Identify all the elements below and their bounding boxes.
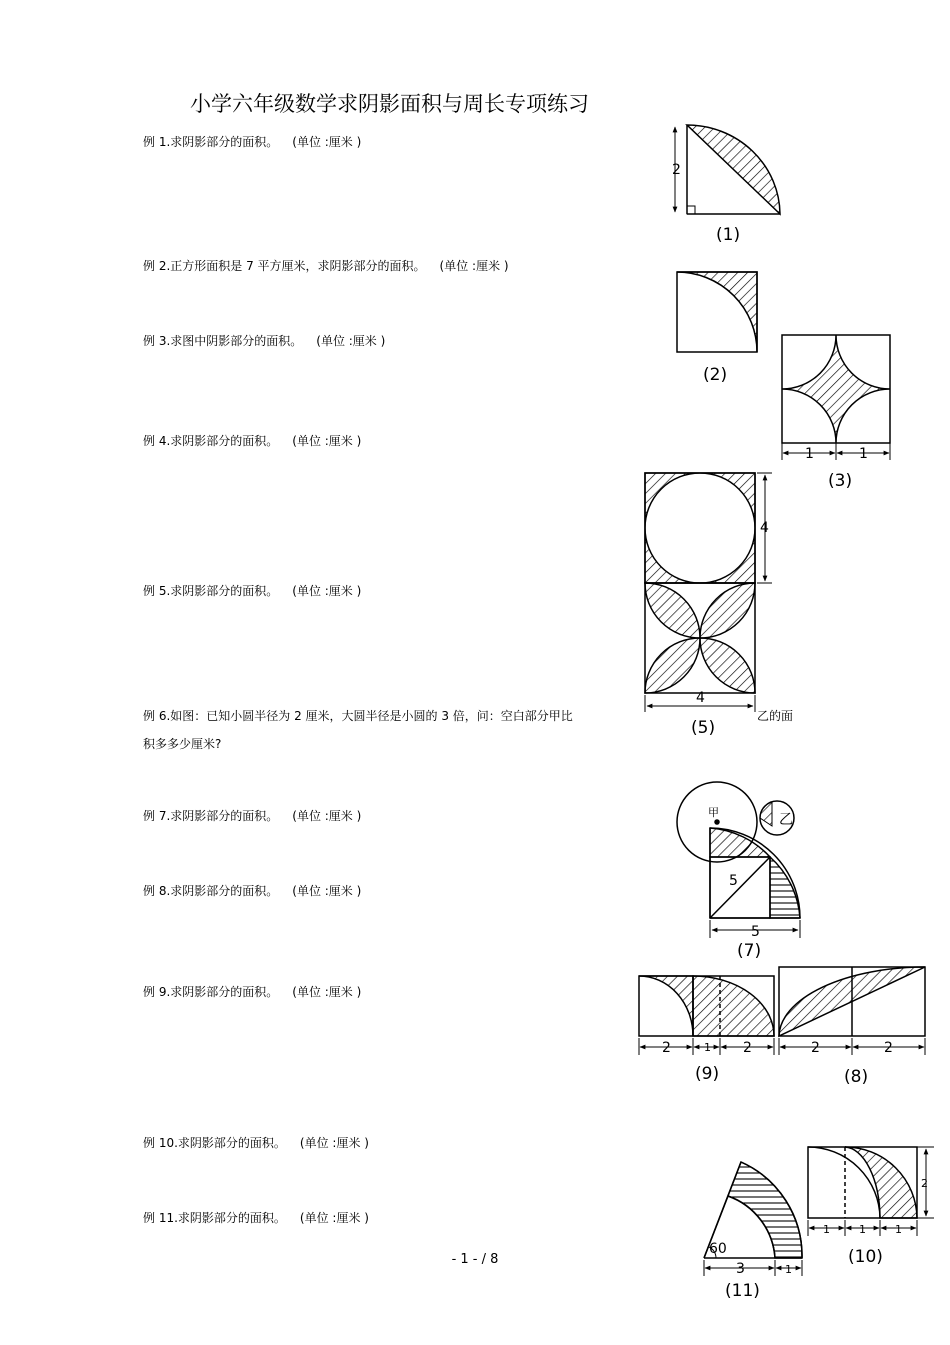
figure-8-dim-a: 2 bbox=[811, 1040, 820, 1056]
figure-10 bbox=[808, 1147, 934, 1267]
figure-7-caption: (7) bbox=[737, 941, 762, 961]
figure-7 bbox=[710, 828, 800, 961]
figure-3-dim-b: 1 bbox=[859, 446, 868, 462]
figure-3-dim-a: 1 bbox=[805, 446, 814, 462]
question-3: 例 3.求图中阴影部分的面积。 (单位 :厘米 ) bbox=[143, 334, 386, 348]
figure-9-dim-a: 2 bbox=[662, 1040, 671, 1056]
question-1: 例 1.求阴影部分的面积。 (单位 :厘米 ) bbox=[143, 135, 362, 149]
figure-10-dim-c: 1 bbox=[895, 1223, 902, 1236]
figure-1 bbox=[672, 125, 780, 245]
figure-3-caption: (3) bbox=[828, 471, 853, 491]
question-2: 例 2.正方形面积是 7 平方厘米，求阴影部分的面积。 (单位 :厘米 ) bbox=[143, 259, 509, 273]
figure-11-caption: (11) bbox=[725, 1281, 760, 1301]
page-footer: - 1 - / 8 bbox=[451, 1252, 499, 1267]
figure-9-dim-b: 1 bbox=[704, 1041, 711, 1054]
figure-10-dim-b: 1 bbox=[859, 1223, 866, 1236]
question-6-tail: 乙的面 bbox=[757, 709, 794, 723]
figure-3 bbox=[782, 335, 890, 491]
question-10: 例 10.求阴影部分的面积。 (单位 :厘米 ) bbox=[143, 1136, 369, 1150]
figure-9-caption: (9) bbox=[695, 1064, 720, 1084]
figure-8 bbox=[779, 967, 925, 1087]
figure-9-dim-c: 2 bbox=[743, 1040, 752, 1056]
figure-7-dim-base: 5 bbox=[751, 924, 760, 940]
page-title: 小学六年级数学求阴影面积与周长专项练习 bbox=[190, 92, 589, 116]
figure-7-dim-diag: 5 bbox=[729, 873, 738, 889]
question-6-line2: 积多多少厘米? bbox=[143, 737, 222, 751]
figure-5 bbox=[645, 583, 755, 738]
figure-9 bbox=[639, 976, 774, 1084]
figure-10-dim-h: 2 bbox=[921, 1177, 928, 1190]
figure-11-angle: 60 bbox=[709, 1241, 727, 1257]
question-7: 例 7.求阴影部分的面积。 (单位 :厘米 ) bbox=[143, 809, 362, 823]
question-6: 例 6.如图：已知小圆半径为 2 厘米，大圆半径是小圆的 3 倍，问：空白部分甲比 bbox=[143, 709, 573, 723]
figure-4-dim: 4 bbox=[760, 520, 769, 536]
question-8: 例 8.求阴影部分的面积。 (单位 :厘米 ) bbox=[143, 884, 362, 898]
figure-2 bbox=[677, 272, 757, 385]
figure-5-dim: 4 bbox=[696, 690, 705, 706]
figure-10-caption: (10) bbox=[848, 1247, 883, 1267]
figure-1-caption: (1) bbox=[716, 225, 741, 245]
figure-11-dim-a: 3 bbox=[736, 1261, 745, 1277]
question-4: 例 4.求阴影部分的面积。 (单位 :厘米 ) bbox=[143, 434, 362, 448]
figure-2-caption: (2) bbox=[703, 365, 728, 385]
figure-6-label-a: 甲 bbox=[708, 806, 719, 819]
figure-11 bbox=[704, 1162, 802, 1301]
figure-8-dim-b: 2 bbox=[884, 1040, 893, 1056]
question-9: 例 9.求阴影部分的面积。 (单位 :厘米 ) bbox=[143, 985, 362, 999]
figure-1-dim: 2 bbox=[672, 162, 681, 178]
figure-8-caption: (8) bbox=[844, 1067, 869, 1087]
figure-4 bbox=[645, 473, 772, 583]
figure-11-dim-b: 1 bbox=[785, 1263, 792, 1276]
question-5: 例 5.求阴影部分的面积。 (单位 :厘米 ) bbox=[143, 584, 362, 598]
figure-10-dim-a: 1 bbox=[823, 1223, 830, 1236]
figure-5-caption: (5) bbox=[691, 718, 716, 738]
question-11: 例 11.求阴影部分的面积。 (单位 :厘米 ) bbox=[143, 1211, 369, 1225]
figure-6-label-b: 乙 bbox=[779, 812, 793, 828]
